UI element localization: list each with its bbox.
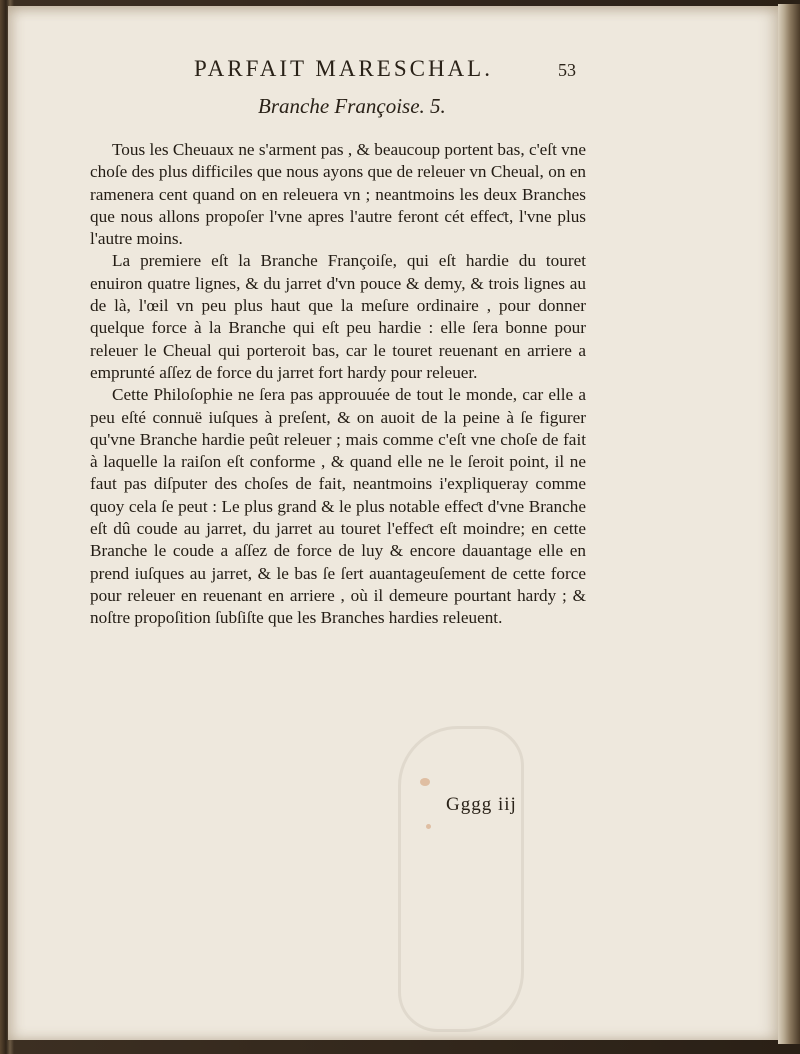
book-page bbox=[8, 6, 778, 1040]
running-title: PARFAIT MARESCHAL. bbox=[194, 56, 493, 81]
paragraph: La premiere eſt la Branche Françoiſe, qui eſt hardie du touret enuiron quatre lignes, & du jarret d'vn pouce & demy, & trois lignes au de là, l'œil vn peu plus haut que la meſure ordinaire , pour donner quelque force à la Branche qui eſt peu hardie : elle ſera bonne pour releuer le Cheual qui porteroit bas, car le touret reuenant en arriere a emprunté aſſez de force du jarret fort hardy pour releuer. bbox=[90, 251, 586, 382]
foxing-spot bbox=[420, 778, 430, 786]
paragraph: Tous les Cheuaux ne s'arment pas , & beaucoup portent bas, c'eſt vne choſe des plus difficiles que nous ayons que de releuer vn Cheual, on en ramenera cent quand on en releuera vn ; neantmoins les deux Branches que nous allons propoſer l'vne apres l'autre feront cét effeƈt, l'vne plus l'autre moins. bbox=[90, 140, 586, 249]
running-head bbox=[8, 54, 778, 88]
paragraph: Cette Philoſophie ne ſera pas approuuée de tout le monde, car elle a peu eſté connuë iuſques à preſent, & on auoit de la peine à ſe figurer qu'vne Branche hardie peût releuer ; mais comme c'eſt vne choſe de fait à laquelle la raiſon eſt conforme , & quand elle ne le ſeroit point, il ne faut pas diſputer des choſes de fait, neantmoins i'expliqueray comme quoy cela ſe peut : Le plus grand & le plus notable effeƈt d'vne Branche eſt dû coude au jarret, du jarret au touret l'effeƈt eſt moindre; en cette Branche le coude a aſſez de force de luy & encore dauantage elle en prend iuſques au jarret, & le bas ſe ſert auantageuſement de cette force pour releuer en reuenant en arriere , où il demeure pourtant hardy ; & noſtre propoſition ſubſiſte que les Branches hardies releuent. bbox=[90, 385, 586, 628]
show-through-ornament bbox=[398, 726, 524, 1032]
page-number: 53 bbox=[558, 60, 576, 80]
body-text bbox=[90, 139, 586, 630]
section-heading: Branche Françoise. 5. bbox=[258, 94, 446, 118]
page-edge bbox=[778, 4, 800, 1044]
foxing-spot bbox=[426, 824, 431, 829]
signature-mark: Gggg iij bbox=[446, 794, 517, 815]
